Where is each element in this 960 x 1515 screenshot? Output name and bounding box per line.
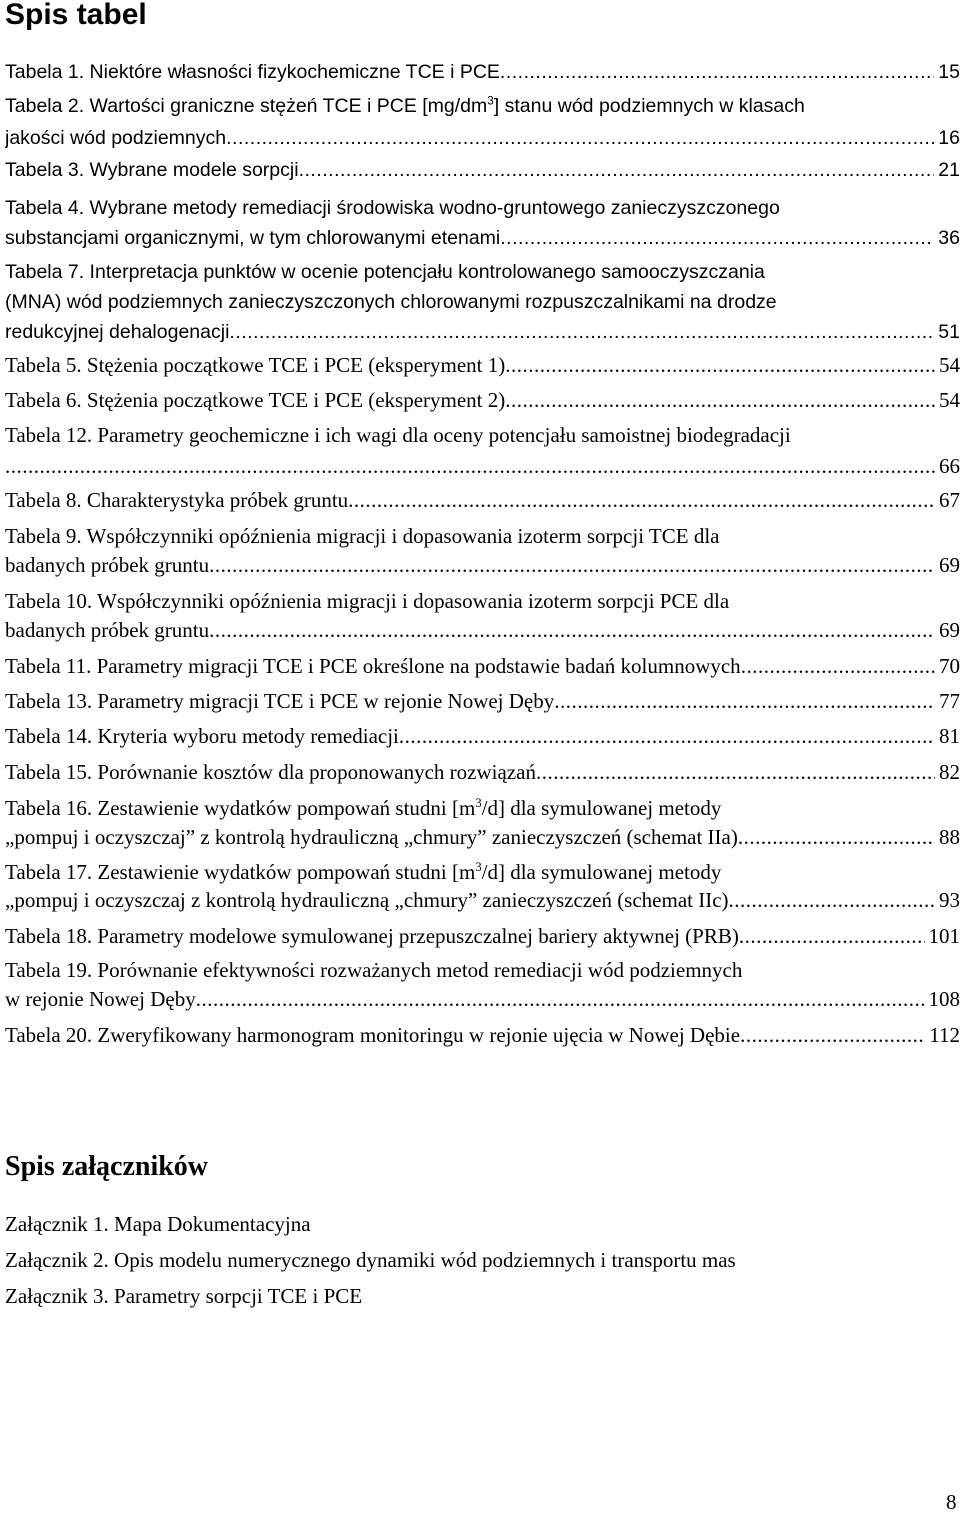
- toc-entry[interactable]: Tabela 15. Porównanie kosztów dla proponowanych rozwiązań ..... 82: [5, 757, 960, 788]
- attachment-item[interactable]: Załącznik 3. Parametry sorpcji TCE i PCE: [5, 1284, 363, 1308]
- toc-entry[interactable]: Tabela 11. Parametry migracji TCE i PCE określone na podstawie badań kolumnowych ..... 70: [5, 651, 960, 682]
- toc-entry[interactable]: Tabela 18. Parametry modelowe symulowanej przepuszczalnej bariery aktywnej (PRB) ..... 101: [5, 921, 960, 952]
- toc-entry[interactable]: badanych próbek gruntu ..... 69: [5, 615, 960, 646]
- heading-list-of-tables: Spis tabel: [5, 0, 147, 31]
- toc-entry[interactable]: ..... 66: [5, 451, 960, 482]
- toc-entry[interactable]: Tabela 1. Niektóre własności fizykochemiczne TCE i PCE ..... 15: [5, 56, 960, 88]
- toc-entry-line[interactable]: Tabela 16. Zestawienie wydatków pompowań studni $[m^3/d]$ dla symulowanej metody: [5, 796, 722, 820]
- attachment-item[interactable]: Załącznik 2. Opis modelu numerycznego dynamiki wód podziemnych i transportu mas: [5, 1248, 736, 1272]
- toc-entry-line[interactable]: Tabela 2. Wartości graniczne stężeń TCE i PCE $[mg/dm^3]$ stanu wód podziemnych w klasach: [5, 94, 805, 117]
- toc-entry[interactable]: Tabela 5. Stężenia początkowe TCE i PCE (eksperyment 1) ..... 54: [5, 350, 960, 381]
- heading-list-of-attachments: Spis załączników: [5, 1151, 209, 1182]
- toc-entry-line[interactable]: Tabela 4. Wybrane metody remediacji środowiska wodno-gruntowego zanieczyszczonego: [5, 197, 780, 219]
- toc-entry-line[interactable]: Tabela 9. Współczynniki opóźnienia migracji i dopasowania izoterm sorpcji TCE dla: [5, 524, 720, 548]
- page-number: 8: [946, 1490, 957, 1514]
- toc-entry-line[interactable]: Tabela 10. Współczynniki opóźnienia migracji i dopasowania izoterm sorpcji PCE dla: [5, 589, 730, 613]
- attachment-item[interactable]: Załącznik 1. Mapa Dokumentacyjna: [5, 1212, 311, 1236]
- toc-entry[interactable]: redukcyjnej dehalogenacji ..... 51: [5, 316, 960, 348]
- toc-entry[interactable]: Tabela 20. Zweryfikowany harmonogram monitoringu w rejonie ujęcia w Nowej Dębie ..... 112: [5, 1020, 960, 1051]
- toc-entry[interactable]: w rejonie Nowej Dęby ..... 108: [5, 984, 960, 1015]
- toc-entry[interactable]: Tabela 8. Charakterystyka próbek gruntu ..... 67: [5, 485, 960, 516]
- toc-entry[interactable]: substancjami organicznymi, w tym chlorowanymi etenami ..... 36: [5, 222, 960, 254]
- toc-entry-line[interactable]: Tabela 7. Interpretacja punktów w ocenie potencjału kontrolowanego samooczyszczania: [5, 261, 765, 283]
- toc-entry-line[interactable]: Tabela 12. Parametry geochemiczne i ich wagi dla oceny potencjału samoistnej biodegradacji: [5, 423, 791, 447]
- toc-entry[interactable]: Tabela 13. Parametry migracji TCE i PCE w rejonie Nowej Dęby ..... 77: [5, 686, 960, 717]
- toc-entry[interactable]: Tabela 6. Stężenia początkowe TCE i PCE (eksperyment 2) ..... 54: [5, 385, 960, 416]
- toc-entry-line[interactable]: Tabela 19. Porównanie efektywności rozważanych metod remediacji wód podziemnych: [5, 958, 743, 982]
- toc-entry-line[interactable]: (MNA) wód podziemnych zanieczyszczonych chlorowanymi rozpuszczalnikami na drodze: [5, 291, 777, 313]
- toc-entry[interactable]: jakości wód podziemnych ..... 16: [5, 122, 960, 154]
- toc-entry[interactable]: badanych próbek gruntu ..... 69: [5, 550, 960, 581]
- toc-entry[interactable]: Tabela 14. Kryteria wyboru metody remediacji ..... 81: [5, 721, 960, 752]
- toc-entry[interactable]: Tabela 3. Wybrane modele sorpcji ..... 21: [5, 154, 960, 186]
- toc-entry[interactable]: „pompuj i oczyszczaj” z kontrolą hydrauliczną „chmury” zanieczyszczeń (schemat IIa) ..... 88: [5, 822, 960, 853]
- toc-entry[interactable]: „pompuj i oczyszczaj z kontrolą hydrauliczną „chmury” zanieczyszczeń (schemat IIc) ..... 93: [5, 885, 960, 916]
- toc-entry-line[interactable]: Tabela 17. Zestawienie wydatków pompowań studni $[m^3/d]$ dla symulowanej metody: [5, 860, 722, 884]
